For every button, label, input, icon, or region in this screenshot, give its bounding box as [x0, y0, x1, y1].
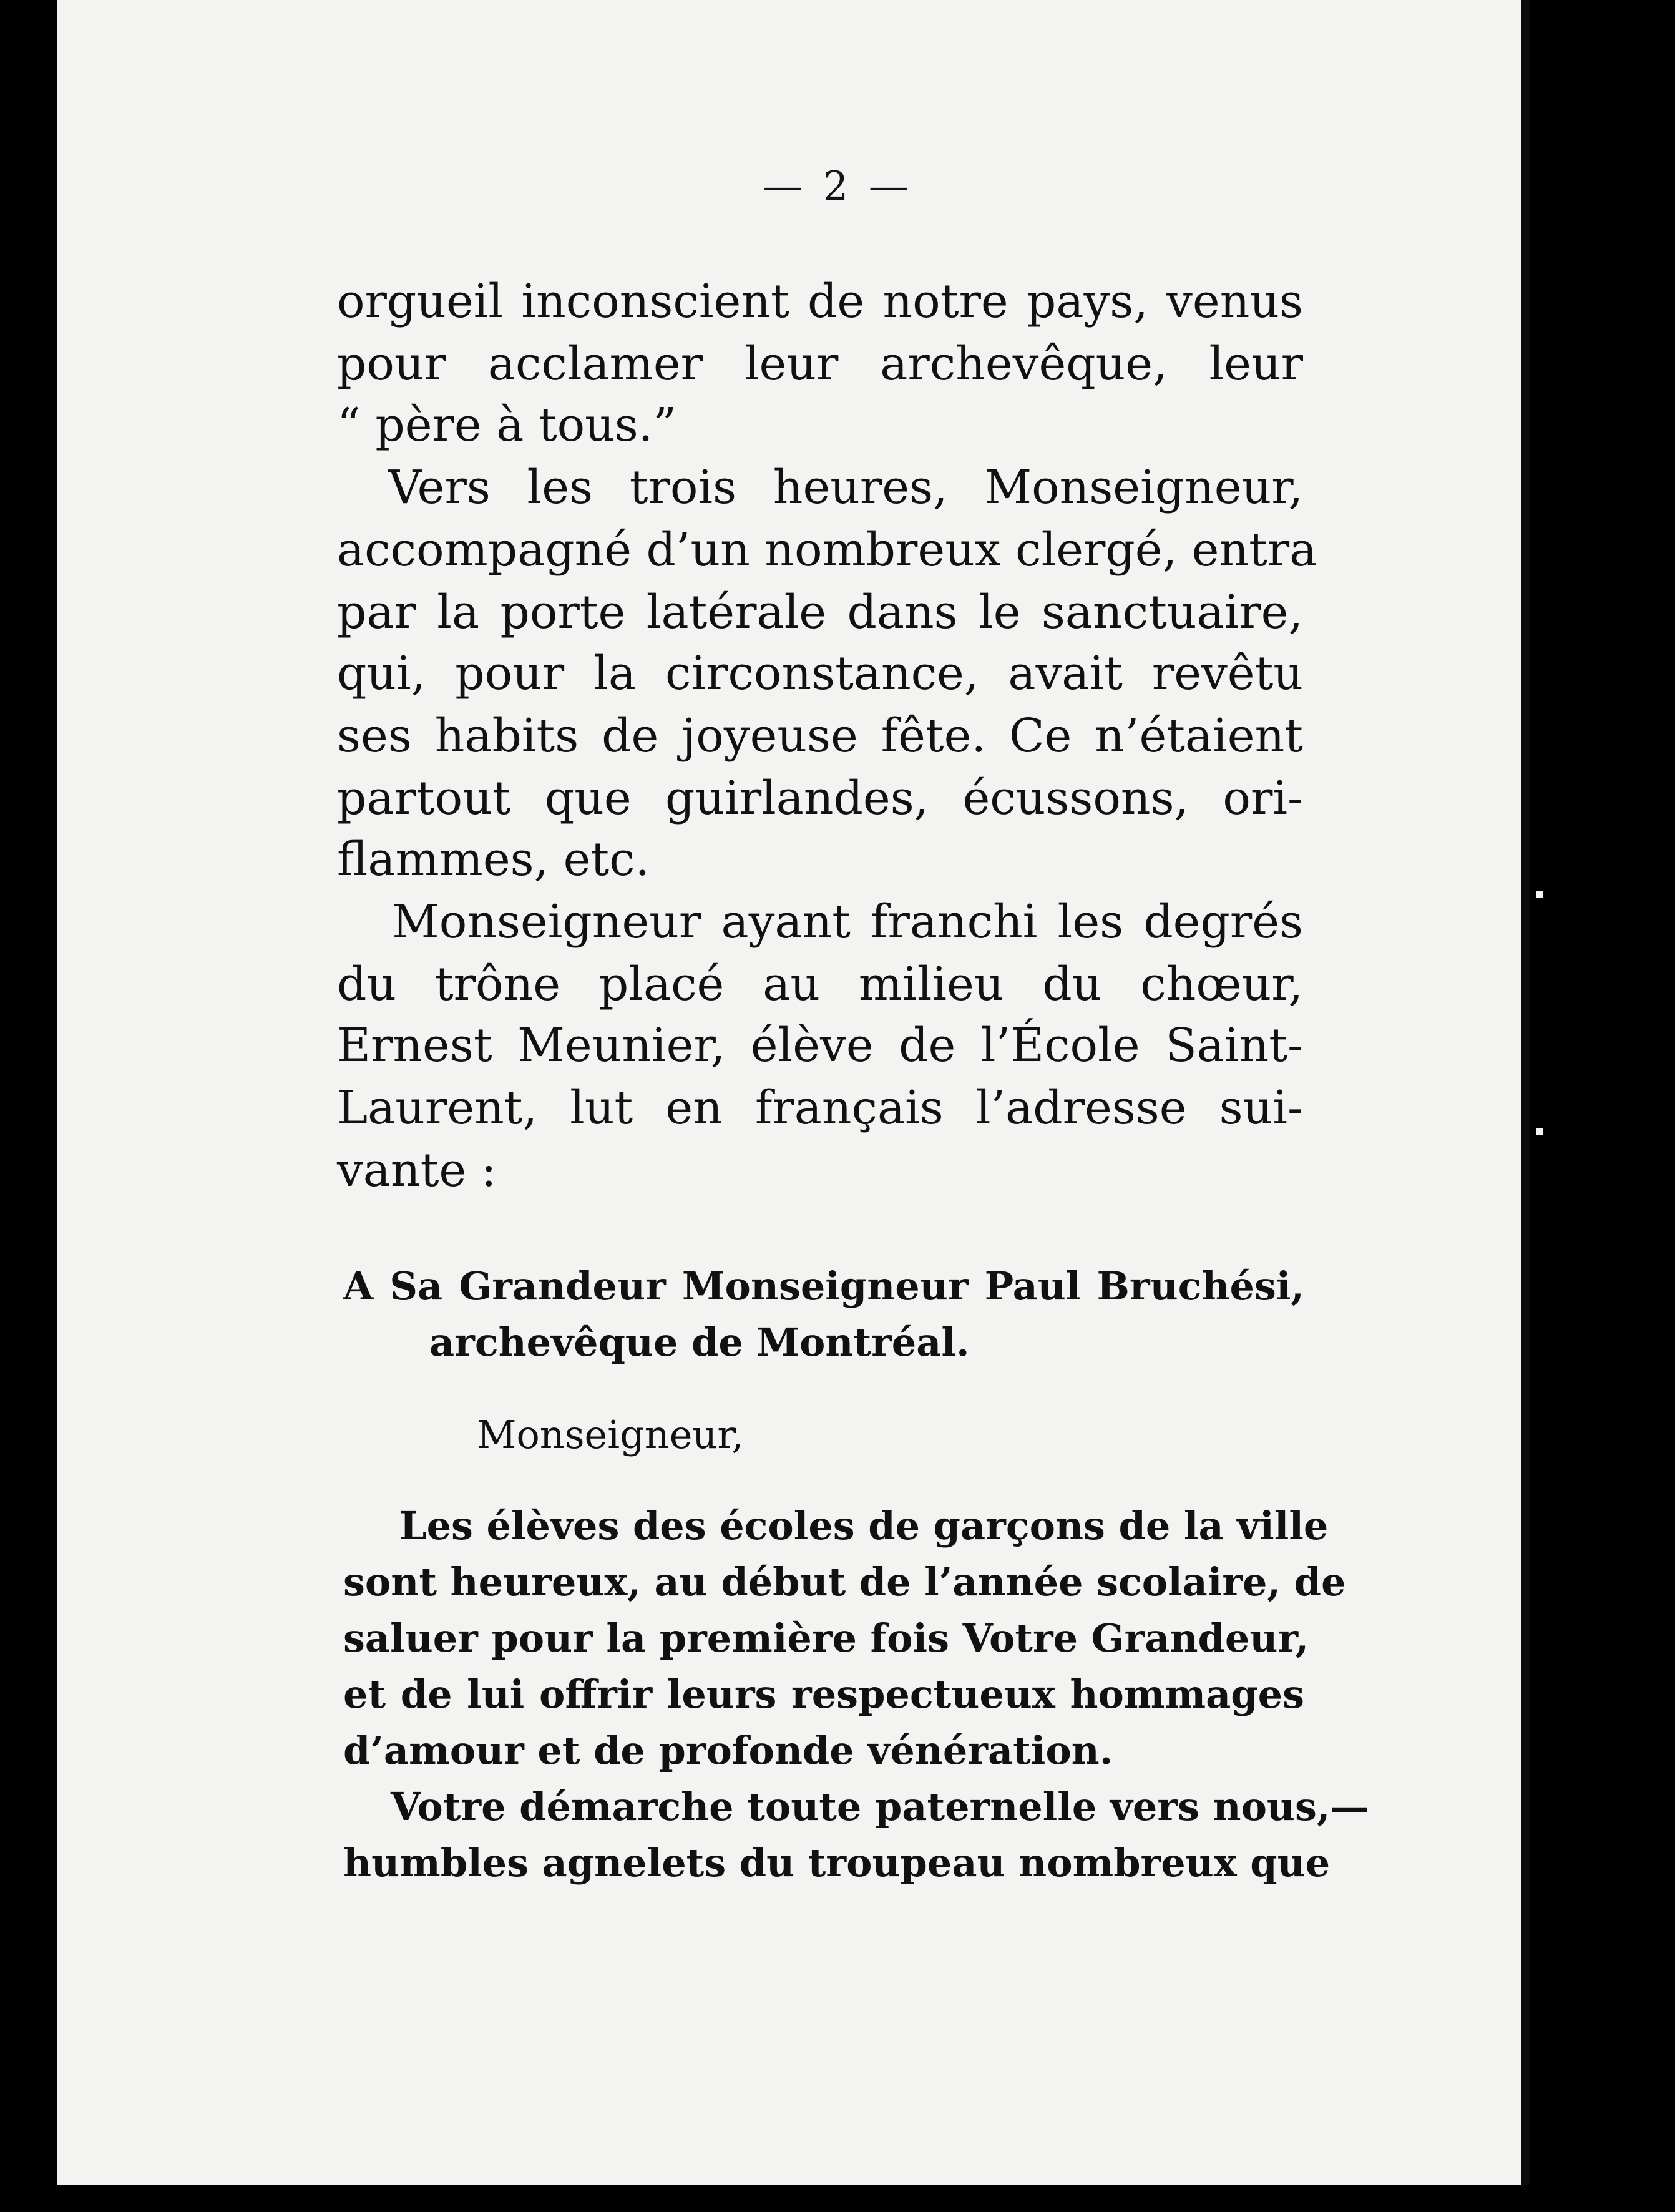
- salutation: Monseigneur,: [477, 1412, 744, 1457]
- letter-line: sont heureux, au début de l’année scolaire, de: [343, 1559, 1346, 1605]
- letter-line: Les élèves des écoles de garçons de la ville: [399, 1503, 1329, 1549]
- address-line: A Sa Grandeur Monseigneur Paul Bruchési,: [343, 1263, 1304, 1309]
- text-line: du trône placé au milieu du chœur,: [337, 957, 1303, 1011]
- text-line: qui, pour la circonstance, avait revêtu: [337, 647, 1303, 700]
- text-line: ses habits de joyeuse fête. Ce n’étaient: [337, 709, 1303, 763]
- letter-line: humbles agnelets du troupeau nombreux que: [343, 1840, 1331, 1886]
- text-line: Vers les trois heures, Monseigneur,: [388, 461, 1303, 514]
- text-line: pour acclamer leur archevêque, leur: [337, 337, 1303, 391]
- text-line: Laurent, lut en français l’adresse sui-: [337, 1081, 1303, 1135]
- text-line: Ernest Meunier, élève de l’École Saint-: [337, 1019, 1303, 1072]
- address-line: archevêque de Montréal.: [429, 1319, 970, 1365]
- scan-mark: [1536, 1128, 1543, 1135]
- letter-line: saluer pour la première fois Votre Grandeur,: [343, 1615, 1309, 1661]
- letter-line: Votre démarche toute paternelle vers nous,—: [391, 1784, 1369, 1829]
- scan-margin: [1530, 0, 1675, 2212]
- text-line: orgueil inconscient de notre pays, venus: [337, 275, 1303, 328]
- text-line: accompagné d’un nombreux clergé, entra: [337, 523, 1317, 577]
- text-line: flammes, etc.: [337, 833, 650, 886]
- letter-line: et de lui offrir leurs respectueux hommages: [343, 1671, 1304, 1717]
- page-number: — 2 —: [763, 164, 912, 210]
- text-line: partout que guirlandes, écussons, ori-: [337, 771, 1303, 825]
- text-line: “ père à tous.”: [337, 398, 677, 452]
- letter-line: d’amour et de profonde vénération.: [343, 1728, 1113, 1773]
- text-line: Monseigneur ayant franchi les degrés: [392, 895, 1303, 949]
- page-edge-rule: [1521, 0, 1530, 2185]
- text-line: par la porte latérale dans le sanctuaire,: [337, 585, 1303, 639]
- text-line: vante :: [337, 1143, 497, 1197]
- scan-mark: [1536, 891, 1543, 898]
